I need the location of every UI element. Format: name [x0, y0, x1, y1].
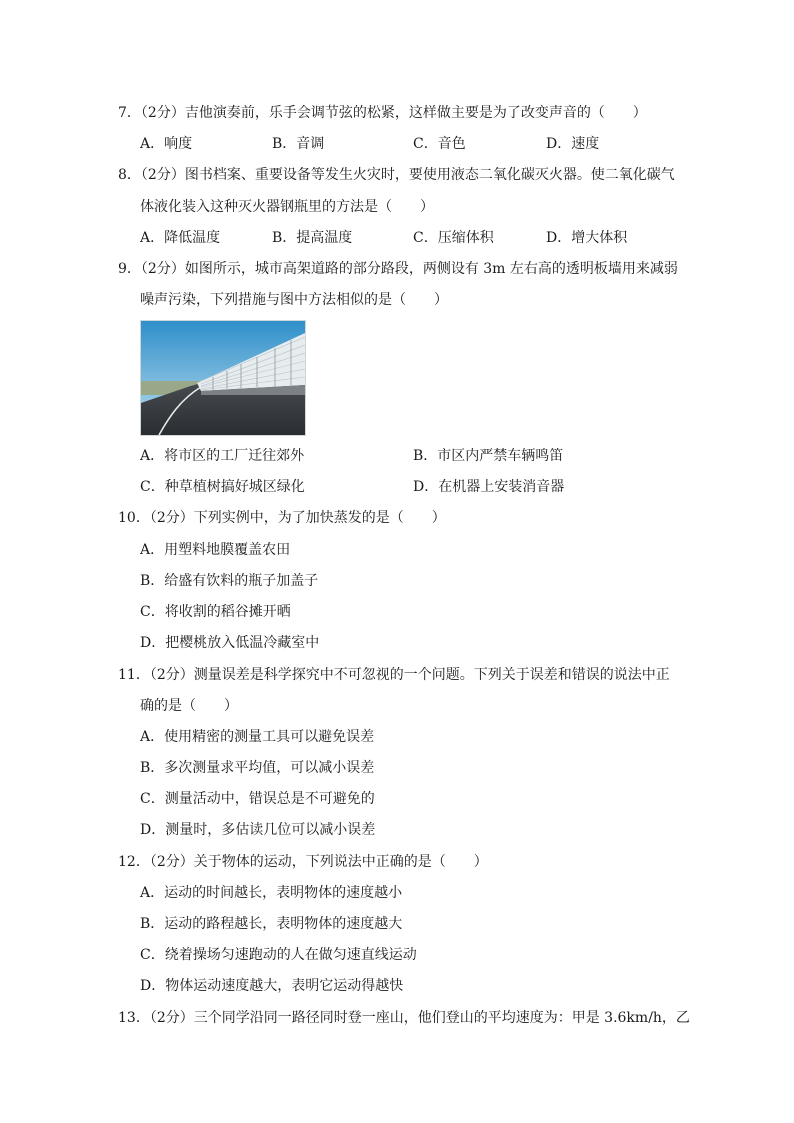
question-11-stem-line-2: 确的是（ ）: [140, 698, 238, 714]
question-7-option-b: B．音调: [272, 136, 325, 152]
question-7-option-d: D．速度: [546, 136, 600, 152]
question-8-option-b: B．提高温度: [272, 230, 353, 246]
question-7-stem: 7．（2分）吉他演奏前，乐手会调节弦的松紧，这样做主要是为了改变声音的（ ）: [118, 105, 647, 121]
question-10-option-d: D．把樱桃放入低温冷藏室中: [140, 635, 320, 651]
question-8-option-a: A．降低温度: [140, 230, 221, 246]
question-10-stem: 10．（2分）下列实例中，为了加快蒸发的是（ ）: [118, 510, 446, 526]
question-7-option-c: C．音色: [413, 136, 466, 152]
question-8-stem-line-2: 体液化装入这种灭火器钢瓶里的方法是（ ）: [140, 199, 434, 215]
question-12-option-b: B．运动的路程越长，表明物体的速度越大: [140, 916, 403, 932]
question-11-option-c: C．测量活动中，错误总是不可避免的: [140, 791, 375, 807]
question-9-option-a: A．将市区的工厂迁往郊外: [140, 448, 305, 464]
question-12-option-c: C．绕着操场匀速跑动的人在做匀速直线运动: [140, 947, 417, 963]
question-12-stem: 12．（2分）关于物体的运动，下列说法中正确的是（ ）: [118, 854, 488, 870]
question-9-option-d: D．在机器上安装消音器: [413, 479, 565, 495]
question-10-option-b: B．给盛有饮料的瓶子加盖子: [140, 573, 319, 589]
question-11-option-d: D．测量时，多估读几位可以减小误差: [140, 822, 376, 838]
question-10-option-c: C．将收割的稻谷摊开晒: [140, 604, 291, 620]
question-9-stem-line-2: 噪声污染，下列措施与图中方法相似的是（ ）: [140, 292, 448, 308]
question-7-option-a: A．响度: [140, 136, 193, 152]
question-11-stem-line-1: 11．（2分）测量误差是科学探究中不可忽视的一个问题。下列关于误差和错误的说法中正: [118, 667, 670, 683]
question-10-option-a: A．用塑料地膜覆盖农田: [140, 542, 291, 558]
question-9-stem-line-1: 9．（2分）如图所示，城市高架道路的部分路段，两侧设有 3m 左右高的透明板墙用来减弱: [118, 261, 678, 277]
question-9-option-c: C．种草植树搞好城区绿化: [140, 479, 305, 495]
question-9-option-b: B．市区内严禁车辆鸣笛: [413, 448, 564, 464]
question-8-stem-line-1: 8．（2分）图书档案、重要设备等发生火灾时，要使用液态二氧化碳灭火器。使二氧化碳气: [118, 167, 675, 183]
question-8-option-d: D．增大体积: [546, 230, 628, 246]
question-8-option-c: C．压缩体积: [413, 230, 494, 246]
question-12-option-d: D．物体运动速度越大，表明它运动得越快: [140, 978, 404, 994]
question-12-option-a: A．运动的时间越长，表明物体的速度越小: [140, 885, 403, 901]
noise-barrier-photo: [140, 320, 306, 436]
question-11-option-a: A．使用精密的测量工具可以避免误差: [140, 729, 375, 745]
question-13-stem: 13．（2分）三个同学沿同一路径同时登一座山，他们登山的平均速度为：甲是 3.6km/h，乙: [118, 1010, 690, 1026]
question-11-option-b: B．多次测量求平均值，可以减小误差: [140, 760, 375, 776]
